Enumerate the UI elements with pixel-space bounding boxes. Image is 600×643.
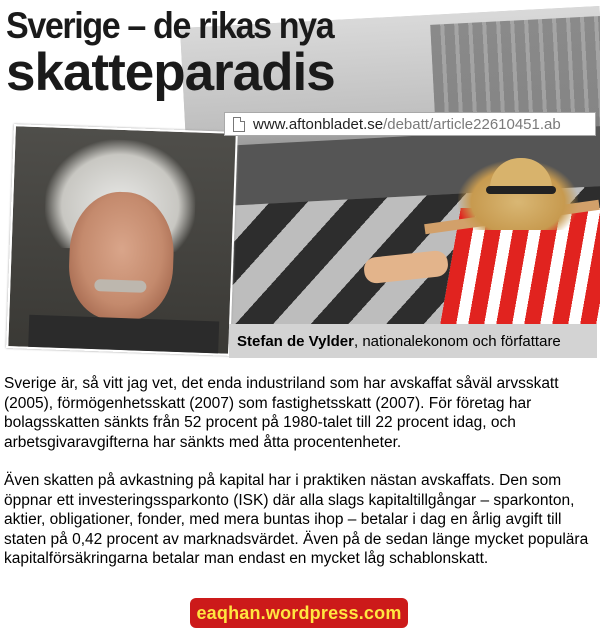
address-bar[interactable] bbox=[224, 112, 596, 136]
url-host: www.aftonbladet.se bbox=[253, 115, 384, 133]
url-path: /debatt/article22610451.ab bbox=[383, 115, 561, 133]
photo-caption bbox=[229, 324, 597, 358]
headline-line-1: Sverige – de rikas nya bbox=[6, 5, 334, 46]
headline-line-2: skatteparadis bbox=[6, 43, 335, 102]
portrait-mustache bbox=[94, 279, 146, 293]
headline bbox=[6, 6, 366, 100]
watermark-text: eaqhan.wordpress.com bbox=[196, 602, 402, 623]
article-body bbox=[4, 374, 596, 588]
watermark-badge bbox=[190, 598, 408, 628]
url-text bbox=[253, 116, 561, 133]
body-paragraph: Sverige är, så vitt jag vet, det enda industriland som har avskaffat såväl arvsskatt (2005), förmögenhetsskatt (2007) som fastighetsskatt (2007). För företag har bolagsskatten sänkts från 52 procent på 1980-talet till 22 procent idag, och arbetsgivaravgifterna har sänkts med åtta procentenheter. bbox=[4, 375, 559, 451]
page-icon bbox=[233, 117, 245, 132]
straw-hat-band bbox=[486, 186, 556, 194]
caption-author-role: , nationalekonom och författare bbox=[353, 332, 561, 350]
author-portrait-photo bbox=[6, 124, 238, 356]
caption-author-name: Stefan de Vylder bbox=[237, 332, 354, 350]
portrait-face bbox=[67, 190, 175, 322]
portrait-shirt bbox=[28, 315, 219, 356]
body-paragraph: Även skatten på avkastning på kapital har i praktiken nästan avskaffats. Den som öppnar ett investeringssparkonto (ISK) där alla slags kapitaltillgångar – sparkonton, aktier, obligationer, fonder, med mera buntas ihop – betalar i dag en årlig avgift till staten på 0,42 procent av marknadsvärdet. Även på de sedan länge mycket populära kapitalförsäkringarna betalar man endast en mycket låg schablonskatt. bbox=[4, 472, 589, 567]
